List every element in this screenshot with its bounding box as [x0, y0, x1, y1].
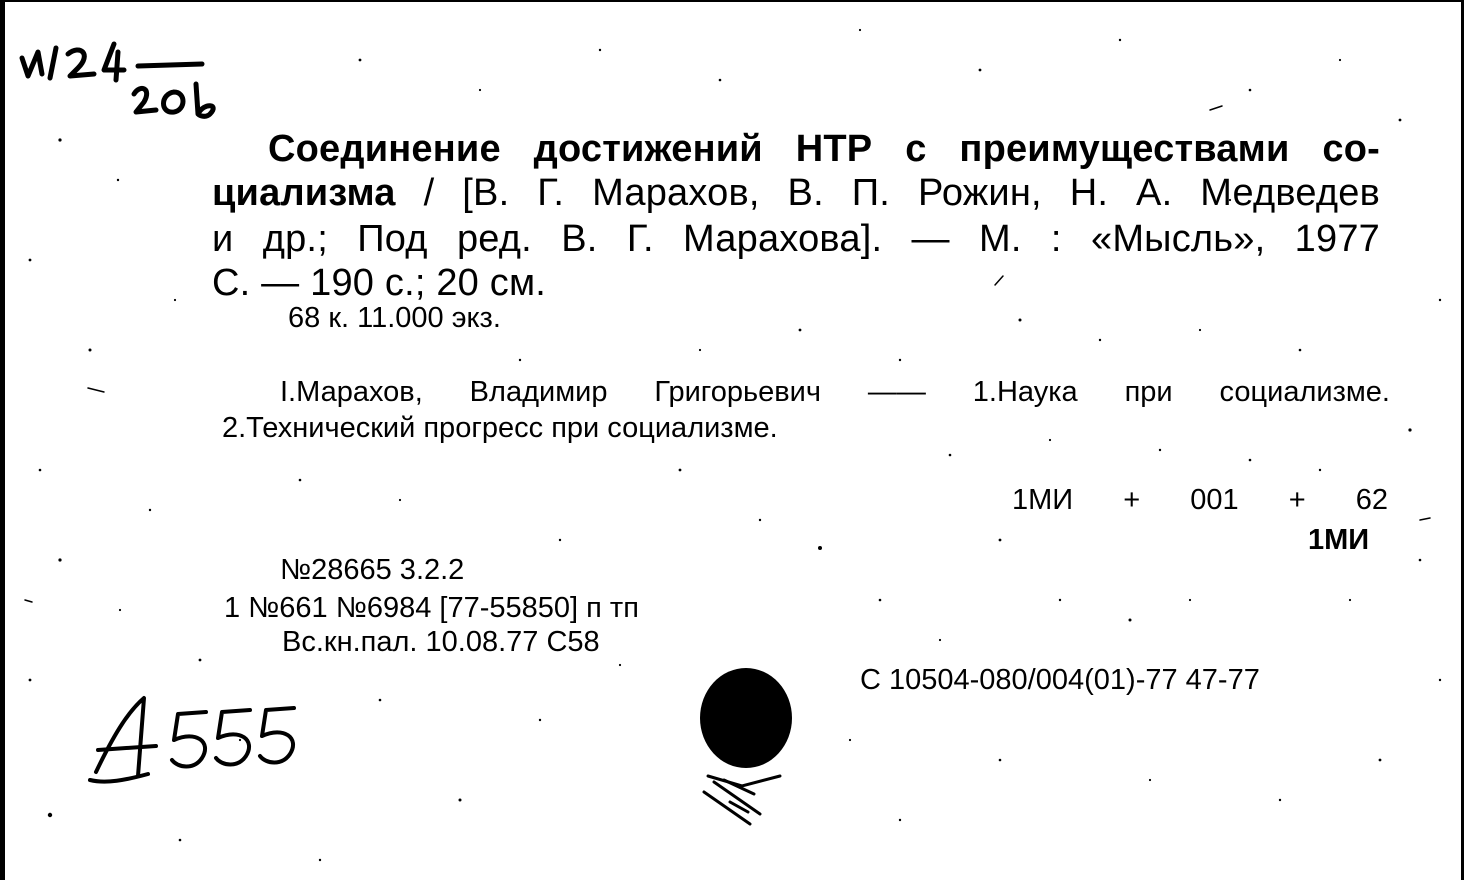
classification-index: 1МИ + 001 + 62: [1012, 484, 1388, 516]
registration-number: №28665 3.2.2: [280, 554, 465, 586]
book-chamber-stamp: Вс.кн.пал. 10.08.77 С58: [282, 626, 600, 658]
punch-hole-icon: [690, 664, 810, 834]
catalog-code: С 10504-080/004(01)-77 47-77: [860, 664, 1260, 696]
title-bold-text: Соединение достижений НТР с преимуществами со-: [268, 128, 1380, 170]
classification-mark: 1МИ: [1308, 524, 1370, 556]
subjects-text-2: 2.Технический прогресс при социализме.: [222, 412, 778, 444]
subjects-text-1: I.Марахов, Владимир Григорьевич —— 1.Наука при социализме.: [280, 376, 1390, 408]
title-bold-continuation: циализма: [212, 172, 396, 214]
title-line-1: [268, 130, 1380, 168]
card-left-edge: [0, 0, 5, 880]
title-line-3: [212, 220, 1380, 258]
title-line-4: [212, 264, 546, 302]
shelfmark-handwriting: [10, 18, 230, 128]
subjects-line-1: [280, 378, 1390, 407]
card-top-edge: [0, 0, 1464, 2]
price-text: 68 к. 11.000 экз.: [288, 302, 501, 334]
registration-line-1: [280, 556, 464, 585]
registration-codes: 1 №661 №6984 [77-55850] п тп: [224, 592, 639, 624]
responsibility-statement: / [В. Г. Марахов, В. П. Рожин, Н. А. Медведев: [395, 172, 1380, 214]
title-line-2: [212, 174, 1380, 212]
physical-description: С. — 190 с.; 20 см.: [212, 262, 547, 304]
catalog-code-line: [860, 666, 1260, 695]
subjects-line-2: [222, 414, 778, 443]
price-print-run: [288, 304, 501, 333]
classification-line-2: [1308, 526, 1369, 555]
imprint-statement: и др.; Под ред. В. Г. Марахова]. — М. : «Мысль», 1977: [212, 218, 1380, 260]
classification-line-1: [1012, 486, 1388, 515]
inventory-handwriting: [86, 690, 326, 800]
registration-line-2: [224, 594, 639, 623]
registration-line-3: [282, 628, 600, 657]
